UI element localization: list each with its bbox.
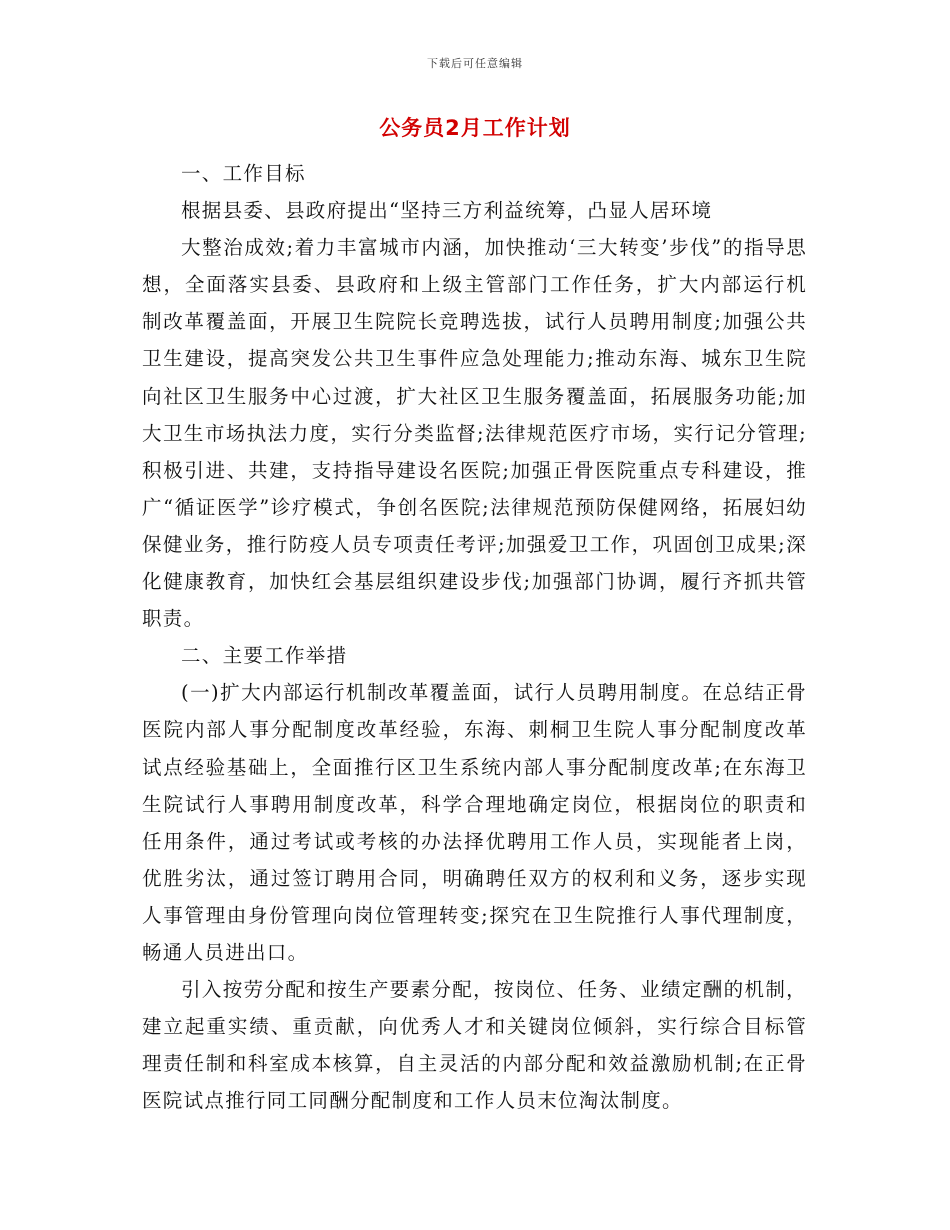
section-heading-measures: 二、主要工作举措 [181,644,348,668]
paragraph-distribution: 引入按劳分配和按生产要素分配，按岗位、任务、业绩定酬的机制，建立起重实绩、重贡献，向优秀人才和关键岗位倾斜，实行综合目标管理责任制和科室成本核算，自主灵活的内部分配和效益激励机制;在正骨医院试点推行同工同酬分配制度和工作人员末位淘汰制度。 [142,978,807,1113]
document-body [142,155,807,1119]
paragraph-intro: 根据县委、县政府提出“坚持三方利益统筹，凸显人居环境 [181,199,713,223]
paragraph-guidance: 大整治成效;着力丰富城市内涵，加快推动‘三大转变’步伐”的指导思想，全面落实县委、县政府和上级主管部门工作任务，扩大内部运行机制改革覆盖面，开展卫生院院长竞聘选拔，试行人员聘用制度;加强公共卫生建设，提高突发公共卫生事件应急处理能力;推动东海、城东卫生院向社区卫生服务中心过渡，扩大社区卫生服务覆盖面，拓展服务功能;加大卫生市场执法力度，实行分类监督;法律规范医疗市场，实行记分管理;积极引进、共建，支持指导建设名医院;加强正骨医院重点专科建设，推广“循证医学”诊疗模式，争创名医院;法律规范预防保健网络，拓展妇幼保健业务，推行防疫人员专项责任考评;加强爱卫工作，巩固创卫成果;深化健康教育，加快红会基层组织建设步伐;加强部门协调，履行齐抓共管职责。 [142,236,807,631]
document-title: 公务员2月工作计划 [379,116,571,140]
section-heading-goals: 一、工作目标 [181,162,306,185]
paragraph-measure-1: (一)扩大内部运行机制改革覆盖面，试行人员聘用制度。在总结正骨医院内部人事分配制度改革经验，东海、刺桐卫生院人事分配制度改革试点经验基础上，全面推行区卫生系统内部人事分配制度改革;在东海卫生院试行人事聘用制度改革，科学合理地确定岗位，根据岗位的职责和任用条件，通过考试或考核的办法择优聘用工作人员，实现能者上岗，优胜劣汰，通过签订聘用合同，明确聘任双方的权利和义务，逐步实现人事管理由身份管理向岗位管理转变;探究在卫生院推行人事代理制度，畅通人员进出口。 [142,681,807,964]
page-header: 下载后可任意编辑 [427,57,523,70]
